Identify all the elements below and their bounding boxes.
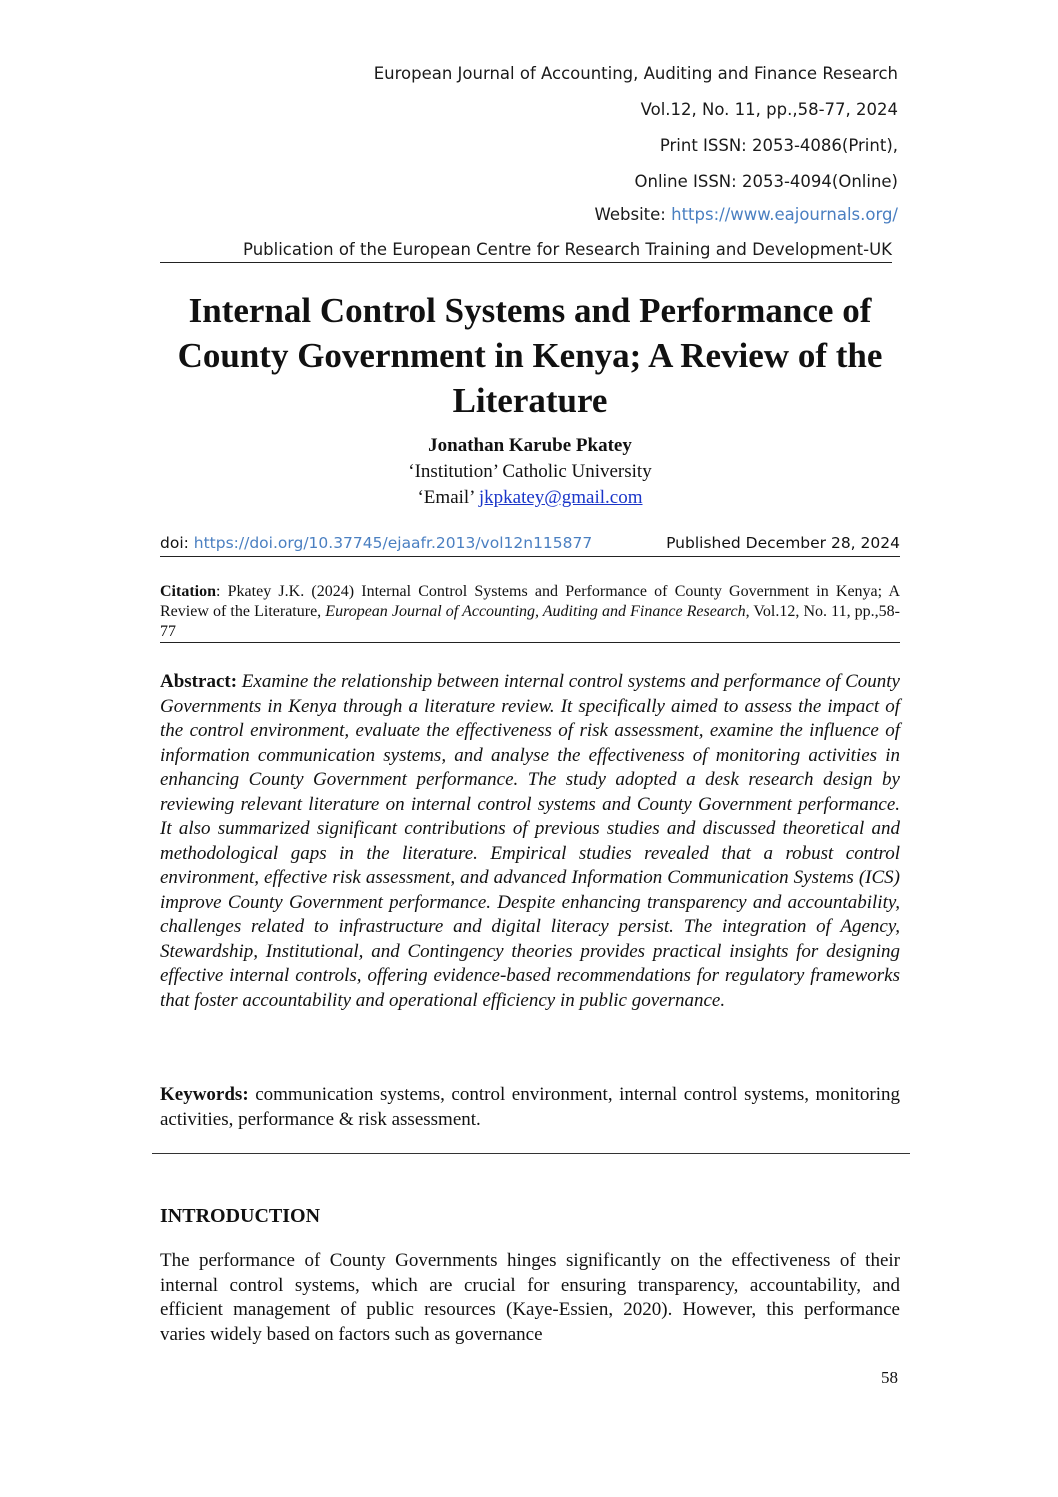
keywords-label: Keywords: bbox=[160, 1084, 249, 1105]
article-title bbox=[120, 288, 940, 423]
publisher-line bbox=[160, 240, 892, 263]
email-label: ‘Email’ bbox=[417, 487, 479, 508]
doi-link[interactable]: https://doi.org/10.37745/ejaafr.2013/vol12n115877 bbox=[193, 534, 593, 552]
page-number: 58 bbox=[881, 1368, 898, 1387]
website-label: Website: bbox=[594, 205, 672, 224]
introduction-text: The performance of County Governments hinges significantly on the effectiveness of their internal control systems, which are crucial for ensuring transparency, accountability, and efficient management of public resources (Kaye-Essien, 2020). However, this performance varies widely based on factors such as governance bbox=[160, 1250, 900, 1345]
publisher-text: Publication of the European Centre for Research Training and Development-UK bbox=[243, 240, 892, 259]
citation-journal: European Journal of Accounting, Auditing and Finance Research bbox=[325, 603, 746, 620]
print-issn: Print ISSN: 2053-4086(Print), bbox=[659, 136, 898, 155]
email-link[interactable]: jkpkatey@gmail.com bbox=[478, 487, 643, 508]
citation-label: Citation bbox=[160, 583, 216, 600]
author-name: Jonathan Karube Pkatey bbox=[428, 435, 632, 456]
citation-text-a: : Pkatey J.K. (2024) Internal Control Systems and Performance of County Government in Kenya; A Review of the Literature, bbox=[160, 583, 900, 620]
doi bbox=[160, 534, 592, 552]
title-line-2: County Government in Kenya; A Review of the bbox=[177, 336, 883, 375]
volume-info: Vol.12, No. 11, pp.,58-77, 2024 bbox=[640, 100, 898, 119]
abstract-label: Abstract: bbox=[160, 671, 242, 692]
citation-text-b: , Vol.12, No. 11, pp.,58-77 bbox=[160, 603, 901, 640]
email-line bbox=[160, 485, 900, 511]
introduction-heading: INTRODUCTION bbox=[160, 1205, 321, 1227]
title-line-1: Internal Control Systems and Performance of bbox=[188, 291, 872, 330]
doi-row bbox=[160, 534, 900, 557]
institution: ‘Institution’ Catholic University bbox=[408, 461, 652, 482]
citation bbox=[160, 582, 900, 643]
website-link[interactable]: https://www.eajournals.org/ bbox=[671, 205, 898, 224]
website-line bbox=[595, 205, 898, 224]
abstract bbox=[160, 670, 900, 1013]
doi-label: doi: bbox=[160, 534, 194, 552]
section-divider bbox=[152, 1153, 910, 1154]
abstract-text: Examine the relationship between internal control systems and performance of County Governments in Kenya through a literature review. It specifically aimed to assess the impact of the control environment, evaluate the effectiveness of risk assessment, examine the influence of information communication systems, and analyse the effectiveness of monitoring activities in enhancing County Government performance. The study adopted a desk research design by reviewing relevant literature on internal control systems and County Government performance. It also summarized significant contributions of previous studies and discussed theoretical and methodological gaps in the literature. Empirical studies revealed that a robust control environment, effective risk assessment, and advanced Information Communication Systems (ICS) improve County Government performance. Despite enhancing transparency and accountability, challenges related to infrastructure and digital literacy persist. The integration of Agency, Stewardship, Institutional, and Contingency theories provides practical insights for designing effective internal controls, offering evidence-based recommendations for regulatory frameworks that foster accountability and operational efficiency in public governance. bbox=[160, 671, 900, 1011]
online-issn: Online ISSN: 2053-4094(Online) bbox=[634, 172, 898, 191]
keywords bbox=[160, 1083, 900, 1132]
journal-name: European Journal of Accounting, Auditing and Finance Research bbox=[373, 64, 898, 83]
title-line-3: Literature bbox=[452, 381, 608, 420]
published-date: Published December 28, 2024 bbox=[666, 534, 900, 552]
author-block bbox=[160, 433, 900, 511]
keywords-text: communication systems, control environment, internal control systems, monitoring activities, performance & risk assessment. bbox=[160, 1084, 900, 1130]
